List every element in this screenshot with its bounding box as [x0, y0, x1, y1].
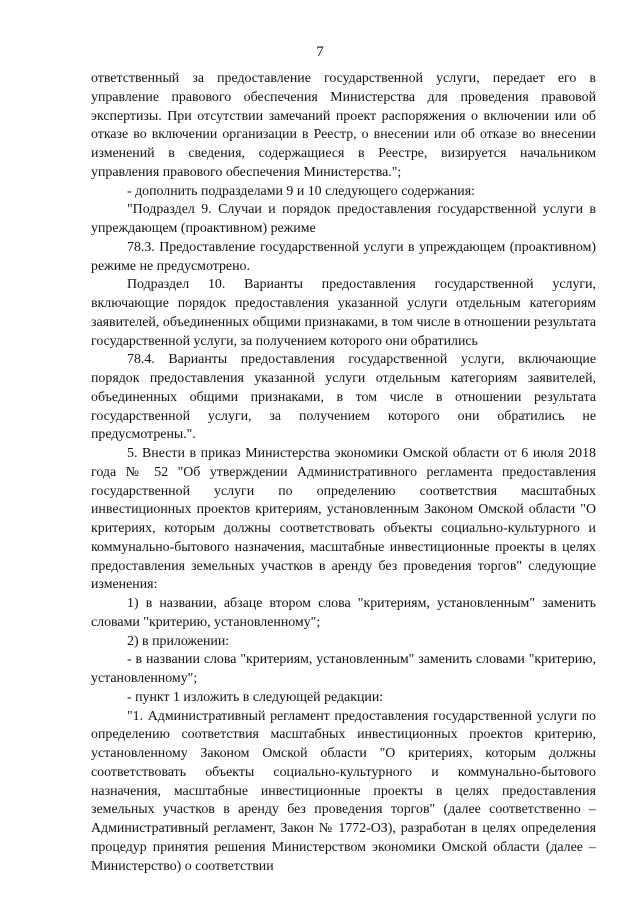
paragraph-78-4: 78.4. Варианты предоставления государственной услуги, включающие порядок предоставления указанной услуги отдельным категориям заявителей, объединенных общими признаками, в том числе в отношении результата государственной услуги, за получением которого они обратились не предусмотрены.".: [91, 352, 596, 443]
document-body: [91, 70, 596, 876]
paragraph-item-5: 5. Внести в приказ Министерства экономики Омской области от 6 июля 2018 года № 52 "Об утверждении Административного регламента предоставления государственной услуги по определению соответствия масштабных инвестиционных проектов критериям, установленным Законом Омской области "О критериях, которым должны соответствовать объекты социально-культурного и коммунально-бытового назначения, масштабные инвестиционные проекты в целях предоставления земельных участков в аренду без проведения торгов" следующие изменения:: [91, 446, 596, 593]
paragraph-subsection-10-heading: Подраздел 10. Варианты предоставления государственной услуги, включающие порядок предоставления указанной услуги отдельным категориям заявителей, объединенных общими признаками, в том числе в отношении результата государственной услуги, за получением которого они обратились: [91, 277, 596, 349]
paragraph-subitem-1: 1) в названии, абзаце втором слова "критериям, установленным" заменить словами "критерию, установленному";: [91, 596, 596, 630]
paragraph-appendix-title-change: - в названии слова "критериям, установленным" заменить словами "критерию, установленному";: [91, 652, 596, 686]
paragraph-subitem-2: 2) в приложении:: [127, 633, 230, 649]
page-number: 7: [316, 44, 324, 60]
paragraph-subsection-9-heading: "Подраздел 9. Случаи и порядок предоставления государственной услуги в упреждающем (проактивном) режиме: [91, 202, 596, 236]
paragraph-78-3: 78.3. Предоставление государственной услуги в упреждающем (проактивном) режиме не предусмотрено.: [91, 239, 596, 274]
paragraph-ministry-legal-review: ответственный за предоставление государственной услуги, передает его в управление правового обеспечения Министерства для проведения правовой экспертизы. При отсутствии замечаний проект распоряжения о включении или об отказе во включении организации в Реестр, о внесении или об отказе во внесении изменений в сведения, содержащиеся в Реестре, визируется начальником управления правового обеспечения Министерства.";: [91, 71, 596, 180]
paragraph-point-1-text: "1. Административный регламент предоставления государственной услуги по определению соответствия масштабных инвестиционных проектов критерию, установленному Законом Омской области "О критериях, которым должны соответствовать объекты социально-культурного и коммунально-бытового назначения, масштабные инвестиционные проекты в целях предоставления земельных участков в аренду без проведения торгов" (далее соответственно – Административный регламент, Закон № 1772-ОЗ), разработан в целях определения процедур принятия решения Министерством экономики Омской области (далее – Министерство) о соответствии: [91, 708, 596, 874]
paragraph-point-1-intro: - пункт 1 изложить в следующей редакции:: [127, 689, 384, 705]
paragraph-add-subsections: - дополнить подразделами 9 и 10 следующего содержания:: [127, 183, 475, 199]
